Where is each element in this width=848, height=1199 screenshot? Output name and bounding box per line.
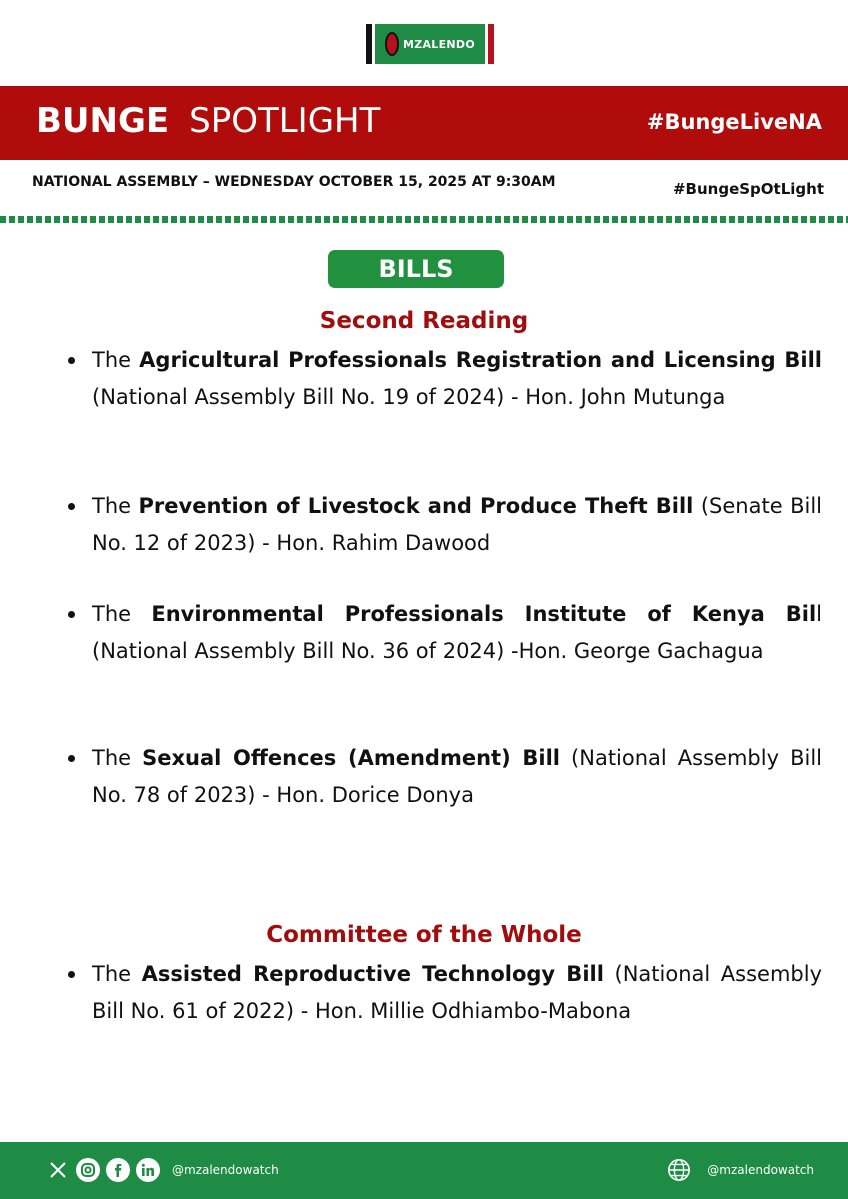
title-light: SPOTLIGHT xyxy=(189,101,381,141)
web-handle[interactable]: @mzalendowatch xyxy=(707,1163,814,1177)
shield-icon xyxy=(385,32,399,56)
logo-center xyxy=(375,24,485,64)
bill-prefix: The xyxy=(92,348,140,372)
website-link xyxy=(667,1158,814,1182)
logo-text: MZALENDO xyxy=(402,37,476,51)
hashtag-live: #BungeLiveNA xyxy=(646,110,822,134)
social-links xyxy=(46,1158,279,1182)
x-icon[interactable] xyxy=(46,1158,70,1182)
instagram-icon[interactable] xyxy=(76,1158,100,1182)
footer-bar xyxy=(0,1142,848,1199)
bill-prefix: The xyxy=(92,494,139,518)
session-date-line: NATIONAL ASSEMBLY – WEDNESDAY OCTOBER 15, 2025 AT 9:30AM xyxy=(32,174,556,190)
globe-icon[interactable] xyxy=(667,1158,691,1182)
header-banner xyxy=(0,86,848,160)
facebook-icon[interactable] xyxy=(106,1158,130,1182)
hashtag-spotlight: #BungeSpOtLight xyxy=(672,180,824,198)
bill-item-4 xyxy=(92,740,822,814)
bill-prefix: The xyxy=(92,746,143,770)
linkedin-icon[interactable] xyxy=(136,1158,160,1182)
bill-name: Sexual Offences (Amendment) Bill xyxy=(142,746,560,770)
bill-details: (National Assembly Bill No. 78 of 2023) - Hon. Dorice Donya xyxy=(92,746,823,807)
bill-item-5 xyxy=(92,956,822,1030)
bill-item-1 xyxy=(92,342,822,416)
bill-name: Agricultural Professionals Registration and Licensing Bill xyxy=(139,348,823,372)
title-bold: BUNGE xyxy=(36,101,170,141)
bill-name: Environmental Professionals Institute of Kenya Bil xyxy=(151,602,817,626)
bill-details: (Senate Bill No. 12 of 2023) - Hon. Rahim Dawood xyxy=(92,494,822,555)
bill-details: (National Assembly Bill No. 19 of 2024) - Hon. John Mutunga xyxy=(92,385,726,409)
social-handle[interactable]: @mzalendowatch xyxy=(172,1163,279,1177)
bills-label: BILLS xyxy=(328,250,504,288)
bill-prefix: The xyxy=(92,602,152,626)
bill-details: (National Assembly Bill No. 61 of 2022) - Hon. Millie Odhiambo-Mabona xyxy=(92,962,823,1023)
mzalendo-logo xyxy=(366,24,494,64)
bill-item-2 xyxy=(92,488,822,562)
bill-name: Prevention of Livestock and Produce Theft Bill xyxy=(138,494,694,518)
bill-name: Assisted Reproductive Technology Bill xyxy=(141,962,604,986)
dotted-divider xyxy=(0,216,848,223)
page-title xyxy=(36,101,380,141)
second-reading-heading: Second Reading xyxy=(319,308,529,334)
committee-heading: Committee of the Whole xyxy=(266,922,582,948)
bill-prefix: The xyxy=(92,962,142,986)
bill-details: l (National Assembly Bill No. 36 of 2024) -Hon. George Gachagua xyxy=(92,602,823,663)
logo-stripe-red xyxy=(488,24,494,64)
bill-item-3 xyxy=(92,596,822,670)
